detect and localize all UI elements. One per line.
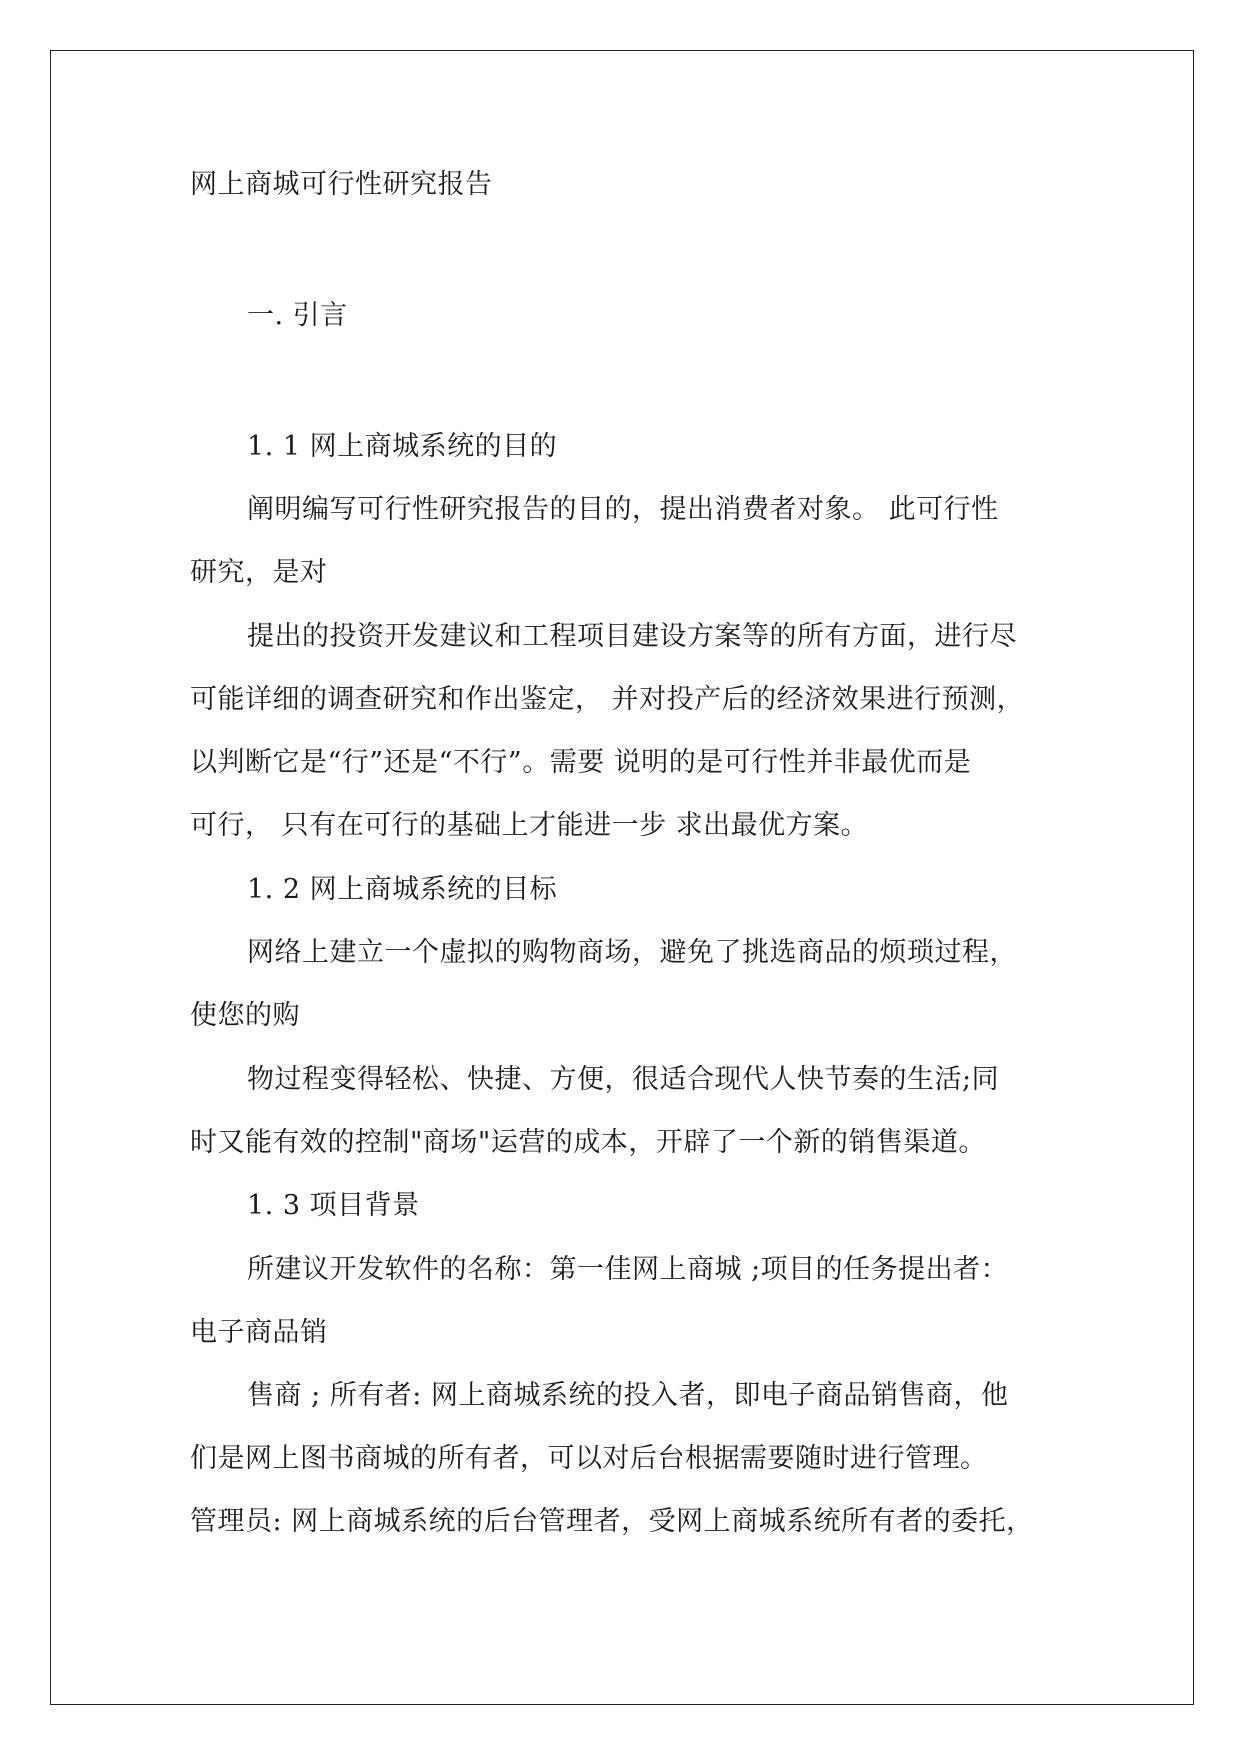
paragraph-line: 可行， 只有在可行的基础上才能进一步 求出最优方案。 (190, 810, 869, 841)
paragraph-line: 电子商品销 (190, 1317, 328, 1348)
paragraph-line: 阐明编写可行性研究报告的目的，提出消费者对象。 此可行性 (247, 494, 999, 525)
paragraph-line: 所建议开发软件的名称：第一佳网上商城 ;项目的任务提出者： (247, 1254, 1009, 1285)
paragraph-line: 使您的购 (190, 1000, 300, 1031)
subsection-heading-background: 1. 3 项目背景 (247, 1190, 420, 1221)
section-heading-introduction: 一. 引言 (247, 300, 348, 331)
subsection-heading-purpose: 1. 1 网上商城系统的目的 (247, 431, 558, 462)
paragraph-line: 们是网上图书商城的所有者，可以对后台根据需要随时进行管理。 (190, 1443, 988, 1474)
paragraph-line: 售商 ; 所有者: 网上商城系统的投入者，即电子商品销售商，他 (247, 1380, 1009, 1411)
paragraph-line: 时又能有效的控制"商场"运营的成本，开辟了一个新的销售渠道。 (190, 1127, 986, 1158)
paragraph-line: 网络上建立一个虚拟的购物商场，避免了挑选商品的烦琐过程， (247, 937, 1017, 968)
paragraph-line: 物过程变得轻松、快捷、方便，很适合现代人快节奏的生活;同 (247, 1064, 1000, 1095)
paragraph-line: 以判断它是“行”还是“不行”。需要 说明的是可行性并非最优而是 (190, 747, 972, 778)
document-title: 网上商城可行性研究报告 (190, 169, 493, 200)
paragraph-line: 管理员: 网上商城系统的后台管理者，受网上商城系统所有者的委托， (190, 1506, 1034, 1537)
subsection-heading-goals: 1. 2 网上商城系统的目标 (247, 874, 558, 905)
paragraph-line: 提出的投资开发建议和工程项目建设方案等的所有方面，进行尽 (247, 621, 1017, 652)
paragraph-line: 研究，是对 (190, 557, 328, 588)
paragraph-line: 可能详细的调查研究和作出鉴定， 并对投产后的经济效果进行预测， (190, 684, 1025, 715)
